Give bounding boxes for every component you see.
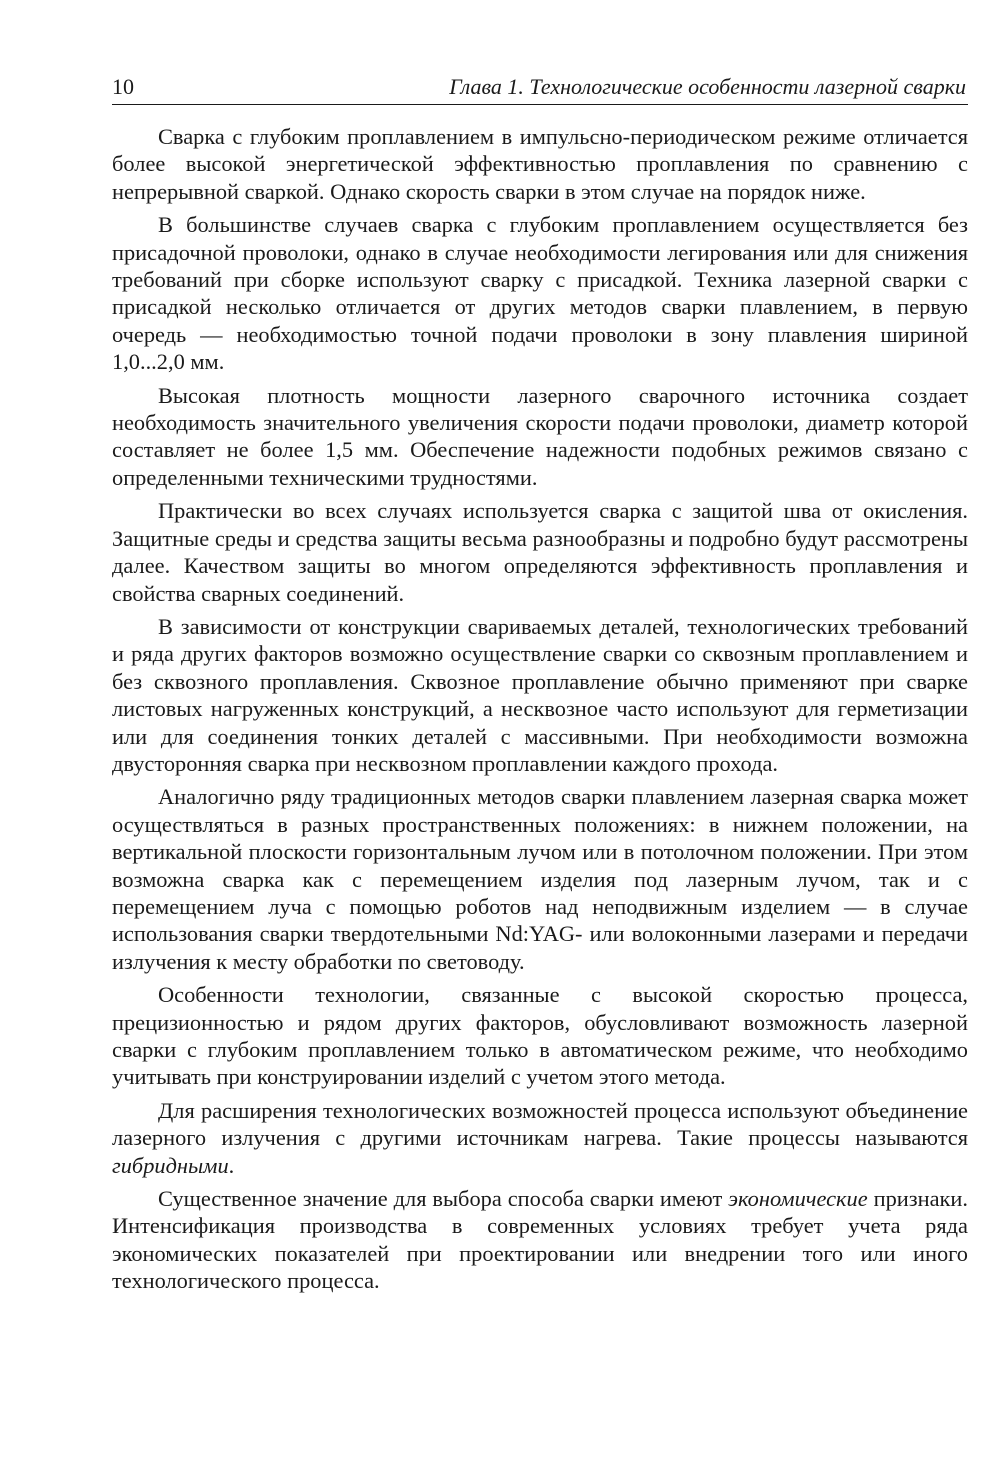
- emphasis-term: экономические: [728, 1186, 868, 1212]
- emphasis-term: гибридными: [112, 1152, 229, 1178]
- paragraph-text: .: [228, 1152, 235, 1178]
- paragraph: Высокая плотность мощности лазерного сварочного источника создает необходимость значительного увеличения скорости подачи проволоки, диаметр которой составляет не более 1,5 мм. Обеспечение надежности подобных режимов связано с определенными техническими трудностями.: [112, 382, 968, 490]
- paragraph: [112, 1185, 968, 1295]
- paragraph: В зависимости от конструкции свариваемых деталей, технологических требований и ряда других факторов возможно осуществление сварки со сквозным проплавлением и без сквозного проплавления. Сквозное проплавление обычно применяют при сварке листовых нагруженных конструкций, а несквозное часто используют для герметизации или для соединения тонких деталей с массивными. При необходимости возможна двусторонняя сварка при несквозном проплавлении каждого прохода.: [112, 613, 968, 776]
- paragraph: Сварка с глубоким проплавлением в импульсно-периодическом режиме отличается более высокой энергетической эффективностью проплавления по сравнению с непрерывной сваркой. Однако скорость сварки в этом случае на порядок ниже.: [112, 124, 968, 204]
- paragraph-text: признаки. Интенсификация производства в современных условиях требует учета ряда экономических показателей при проектировании или внедрении того или иного технологического процесса.: [112, 1186, 968, 1294]
- paragraph: [112, 1097, 968, 1179]
- body-text: [112, 123, 968, 1295]
- paragraph: В большинстве случаев сварка с глубоким проплавлением осуществляется без присадочной проволоки, однако в случае необходимости легирования или для снижения требований при сборке используют сварку с присадкой. Техника лазерной сварки с присадкой несколько отличается от других методов сварки плавлением, в первую очередь — необходимостью точной подачи проволоки в зону плавления шириной 1,0...2,0 мм.: [112, 212, 968, 375]
- page-header: [112, 70, 968, 105]
- running-title: Глава 1. Технологические особенности лазерной сварки: [449, 74, 966, 99]
- paragraph: Практически во всех случаях используется сварка с защитой шва от окисления. Защитные среды и средства защиты весьма разнообразны и подробно будут рассмотрены далее. Качеством защиты во многом определяются эффективность проплавления и свойства сварных соединений.: [112, 498, 968, 606]
- page-number: 10: [112, 74, 134, 99]
- paragraph: Особенности технологии, связанные с высокой скоростью процесса, прецизионностью и рядом других факторов, обусловливают возможность лазерной сварки с глубоким проплавлением только в автоматическом режиме, что необходимо учитывать при конструировании изделий с учетом этого метода.: [112, 982, 968, 1090]
- paragraph-text: Существенное значение для выбора способа сварки имеют: [158, 1186, 729, 1212]
- paragraph-text: Для расширения технологических возможностей процесса используют объединение лазерного излучения с другими источникам нагрева. Такие процессы называются: [112, 1097, 968, 1151]
- paragraph: Аналогично ряду традиционных методов сварки плавлением лазерная сварка может осуществляться в разных пространственных положениях: в нижнем положении, на вертикальной плоскости горизонтальным лучом или в потолочном положении. При этом возможна сварка как с перемещением изделия под лазерным лучом, так и с перемещением луча с помощью роботов над неподвижным изделием — в случае использования сварки твердотельными Nd:YAG- или волоконными лазерами и передачи излучения к месту обработки по световоду.: [112, 784, 968, 974]
- book-page: [112, 70, 968, 1301]
